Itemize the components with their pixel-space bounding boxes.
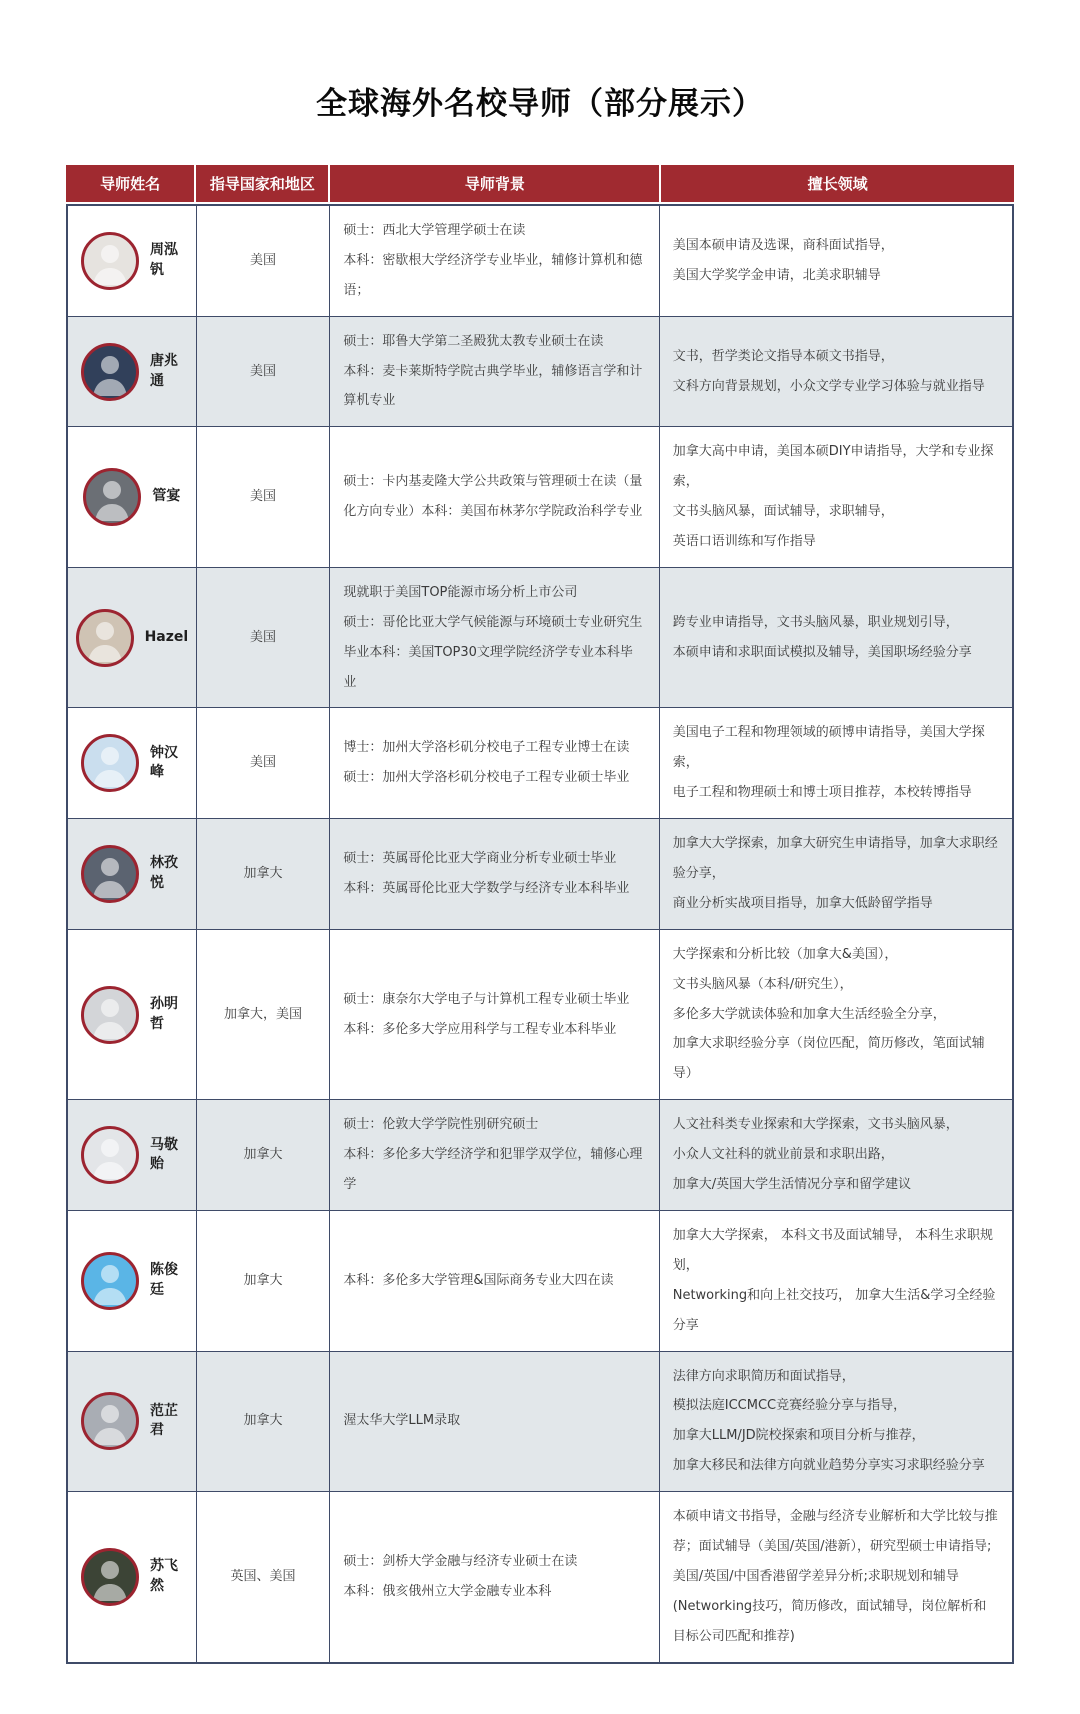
mentor-name: Hazel (144, 628, 189, 645)
mentor-name: 陈俊廷 (150, 1262, 178, 1298)
avatar (81, 1548, 139, 1606)
avatar (81, 343, 139, 401)
mentor-expertise: 跨专业申请指导，文书头脑风暴，职业规划引导， 本硕申请和求职面试模拟及辅导，美国职场经验分享 (659, 568, 1012, 708)
mentor-name-cell (68, 708, 196, 818)
mentor-expertise: 加拿大高中申请，美国本硕DIY申请指导，大学和专业探索， 文书头脑风暴，面试辅导，求职辅导， 英语口语训练和写作指导 (659, 427, 1012, 567)
mentor-background: 硕士：伦敦大学学院性别研究硕士 本科：多伦多大学经济学和犯罪学双学位，辅修心理学 (329, 1100, 658, 1210)
person-silhouette-icon (86, 471, 138, 523)
avatar (81, 1392, 139, 1450)
table-header-row (66, 165, 1014, 202)
mentor-region: 美国 (196, 317, 330, 427)
mentor-name-cell (68, 1492, 196, 1661)
mentor-name: 范芷君 (150, 1402, 178, 1439)
avatar (81, 1252, 139, 1310)
table-row (68, 1491, 1012, 1661)
mentor-name-cell (68, 206, 196, 316)
mentor-expertise: 大学探索和分析比较（加拿大&美国）， 文书头脑风暴（本科/研究生）， 多伦多大学就读体验和加拿大生活经验全分享， 加拿大求职经验分享（岗位匹配，简历修改，笔面试辅导） (659, 930, 1012, 1099)
mentor-background: 硕士：剑桥大学金融与经济专业硕士在读 本科：俄亥俄州立大学金融专业本科 (329, 1492, 658, 1661)
person-silhouette-icon (84, 848, 136, 900)
person-silhouette-icon (84, 1395, 136, 1447)
mentor-expertise: 美国本硕申请及选课，商科面试指导， 美国大学奖学金申请，北美求职辅导 (659, 206, 1012, 316)
person-silhouette-icon (84, 1255, 136, 1307)
mentor-background: 渥太华大学LLM录取 (329, 1352, 658, 1492)
mentor-region: 美国 (196, 708, 330, 818)
mentor-name-cell (68, 819, 196, 929)
person-silhouette-icon (84, 737, 136, 789)
mentor-name: 钟汉峰 (150, 744, 178, 781)
table-row (68, 567, 1012, 708)
mentor-region: 加拿大 (196, 819, 330, 929)
mentor-name-cell (68, 317, 196, 427)
avatar (81, 986, 139, 1044)
mentor-region: 加拿大 (196, 1100, 330, 1210)
mentor-background: 博士：加州大学洛杉矶分校电子工程专业博士在读 硕士：加州大学洛杉矶分校电子工程专业硕士毕业 (329, 708, 658, 818)
mentor-background: 硕士：英属哥伦比亚大学商业分析专业硕士毕业 本科：英属哥伦比亚大学数学与经济专业本科毕业 (329, 819, 658, 929)
column-header-background: 导师背景 (328, 165, 659, 202)
mentor-expertise: 本硕申请文书指导，金融与经济专业解析和大学比较与推荐；面试辅导（美国/英国/港新），研究型硕士申请指导;美国/英国/中国香港留学差异分析;求职规划和辅导(Networking技巧，简历修改，面试辅导，岗位解析和目标公司匹配和推荐) (659, 1492, 1012, 1661)
mentor-background: 本科：多伦多大学管理&国际商务专业大四在读 (329, 1211, 658, 1351)
table-body (66, 204, 1014, 1664)
avatar (81, 845, 139, 903)
mentor-name: 孙明哲 (150, 995, 178, 1032)
avatar (81, 232, 139, 290)
person-silhouette-icon (84, 989, 136, 1041)
person-silhouette-icon (79, 612, 131, 664)
table-row (68, 206, 1012, 316)
person-silhouette-icon (84, 1551, 136, 1603)
mentor-name: 周泓钒 (150, 242, 178, 278)
column-header-expertise: 擅长领域 (659, 165, 1014, 202)
table-row (68, 426, 1012, 567)
mentor-expertise: 文书，哲学类论文指导本硕文书指导， 文科方向背景规划，小众文学专业学习体验与就业指导 (659, 317, 1012, 427)
mentor-table (66, 165, 1014, 1664)
avatar (76, 609, 134, 667)
mentor-expertise: 人文社科类专业探索和大学探索，文书头脑风暴， 小众人文社科的就业前景和求职出路， 加拿大/英国大学生活情况分享和留学建议 (659, 1100, 1012, 1210)
person-silhouette-icon (84, 346, 136, 398)
mentor-expertise: 加拿大大学探索， 本科文书及面试辅导， 本科生求职规划， Networking和向上社交技巧， 加拿大生活&学习全经验分享 (659, 1211, 1012, 1351)
mentor-expertise: 加拿大大学探索，加拿大研究生申请指导，加拿大求职经验分享， 商业分析实战项目指导，加拿大低龄留学指导 (659, 819, 1012, 929)
mentor-name-cell (68, 427, 196, 567)
table-row (68, 1351, 1012, 1492)
mentor-region: 美国 (196, 427, 330, 567)
mentor-name: 管宴 (152, 488, 181, 505)
mentor-name: 唐兆通 (150, 352, 178, 389)
mentor-region: 美国 (196, 206, 330, 316)
avatar (83, 468, 141, 526)
mentor-background: 硕士：西北大学管理学硕士在读 本科：密歇根大学经济学专业毕业，辅修计算机和德语； (329, 206, 658, 316)
mentor-background: 硕士：卡内基麦隆大学公共政策与管理硕士在读（量化方向专业）本科：美国布林茅尔学院政治科学专业 (329, 427, 658, 567)
mentor-name: 马敬贻 (150, 1136, 178, 1173)
column-header-region: 指导国家和地区 (194, 165, 328, 202)
mentor-expertise: 美国电子工程和物理领域的硕博申请指导，美国大学探索， 电子工程和物理硕士和博士项目推荐，本校转博指导 (659, 708, 1012, 818)
mentor-region: 加拿大 (196, 1211, 330, 1351)
mentor-background: 现就职于美国TOP能源市场分析上市公司 硕士：哥伦比亚大学气候能源与环境硕士专业研究生毕业本科：美国TOP30文理学院经济学专业本科毕业 (329, 568, 658, 708)
mentor-name-cell (68, 1100, 196, 1210)
page-title: 全球海外名校导师（部分展示） (316, 86, 764, 122)
mentor-region: 加拿大 (196, 1352, 330, 1492)
mentor-expertise: 法律方向求职简历和面试指导， 模拟法庭ICCMCC竞赛经验分享与指导， 加拿大LLM/JD院校探索和项目分析与推荐， 加拿大移民和法律方向就业趋势分享实习求职经验分享 (659, 1352, 1012, 1492)
mentor-name: 苏飞然 (150, 1558, 178, 1594)
table-row (68, 316, 1012, 427)
person-silhouette-icon (84, 235, 136, 287)
mentor-name-cell (68, 1211, 196, 1351)
mentor-region: 英国、美国 (196, 1492, 330, 1661)
table-row (68, 1099, 1012, 1210)
avatar (81, 1126, 139, 1184)
mentor-region: 加拿大，美国 (196, 930, 330, 1099)
mentor-name-cell (68, 930, 196, 1099)
table-row (68, 929, 1012, 1099)
mentor-name-cell (68, 568, 196, 708)
mentor-name-cell (68, 1352, 196, 1492)
column-header-name: 导师姓名 (100, 175, 161, 193)
table-row (68, 1210, 1012, 1351)
person-silhouette-icon (84, 1129, 136, 1181)
table-row (68, 818, 1012, 929)
mentor-name: 林孜悦 (150, 855, 178, 891)
avatar (81, 734, 139, 792)
mentor-background: 硕士：耶鲁大学第二圣殿犹太教专业硕士在读 本科：麦卡莱斯特学院古典学毕业，辅修语言学和计算机专业 (329, 317, 658, 427)
table-row (68, 707, 1012, 818)
mentor-background: 硕士：康奈尔大学电子与计算机工程专业硕士毕业 本科：多伦多大学应用科学与工程专业本科毕业 (329, 930, 658, 1099)
mentor-region: 美国 (196, 568, 330, 708)
